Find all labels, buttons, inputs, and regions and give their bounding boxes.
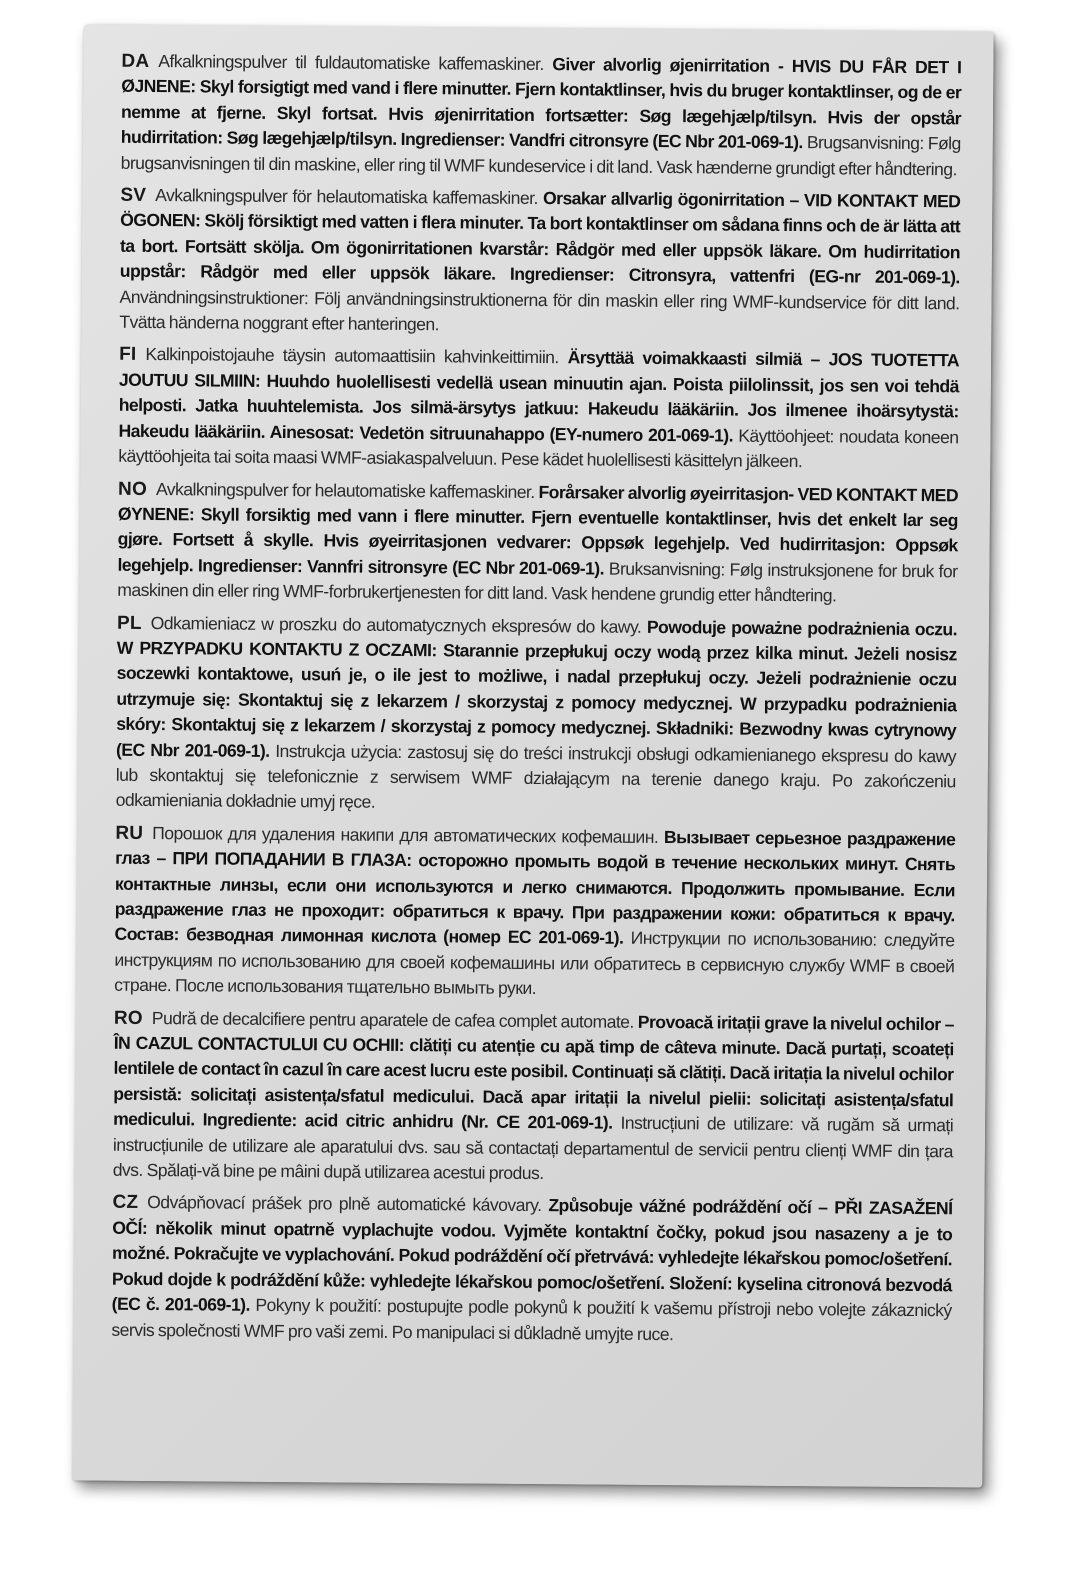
usage-instructions: Instrukcja użycia: zastosuj się do treści instrukcji obsługi odkamienianego ekspresu do kawy lub skontaktuj się telefonicznie z serwisem WMF działającym na terenie danego kraju. Po zakończeniu odkamieniania dokładnie umyj ręce. bbox=[115, 740, 957, 813]
product-description: Afkalkningspulver til fuldautomatiske kaffemaskiner. bbox=[158, 51, 544, 75]
hazard-warning: Вызывает серьезное раздражение глаз – ПРИ ПОПАДАНИИ В ГЛАЗА: осторожно промыть водой в течение нескольких минут. Снять контактные линзы, если они используются и легко снимаются. Продолжить промывание. Если раздражение глаз не проходит: обратиться к врачу. При раздражении кожи: обратиться к врачу. Состав: безводная лимонная кислота (номер ЕС 201-069-1). bbox=[114, 826, 956, 949]
product-description: Odkamieniacz w proszku do automatycznych ekspresów do kawy. bbox=[150, 612, 642, 637]
hazard-warning: Způsobuje vážné podráždění očí – PŘI ZASAŽENÍ OČÍ: několik minut opatrně vyplachujte vodou. Vyjměte kontaktní čočky, pokud jsou nasazeny a je to možné. Pokračujte ve vyplachování. Pokud podráždění očí přetrvává: vyhledejte lékařskou pomoc/ošetření. Pokud dojde k podráždění kůže: vyhledejte lékařskou pomoc/ošetření. Složení: kyselina citronová bezvodá (EC č. 201-069-1). bbox=[111, 1195, 953, 1315]
product-description: Kalkinpoistojauhe täysin automaattisiin kahvinkeittimiin. bbox=[145, 344, 559, 368]
usage-instructions: Instrucțiuni de utilizare: vă rugăm să urmați instrucțiunile de utilizare ale aparatului dvs. sau să contactați departamentul de servicii pentru clienți WMF din țara dvs. Spălați-vă bine pe mâini după utilizarea acestui produs. bbox=[112, 1112, 954, 1184]
hazard-warning: Giver alvorlig øjenirritation - HVIS DU FÅR DET I ØJNENE: Skyl forsigtigt med vand i flere minutter. Fjern kontaktlinser, hvis du bruger kontaktlinser, og de er nemme at fjerne. Skyl fortsat. Hvis øjenirritation fortsætter: Søg lægehjælp/tilsyn. Hvis der opstår hudirritation: Søg lægehjælp/tilsyn. Ingredienser: Vandfri citronsyre (EC Nbr 201-069-1). bbox=[120, 54, 962, 153]
usage-instructions: Brugsanvisning: Følg brugsanvisningen til din maskine, eller ring til WMF kundeservice i dit land. Vask hænderne grundigt efter håndtering. bbox=[120, 132, 961, 179]
usage-instructions: Pokyny k použití: postupujte podle pokynů k použití k vašemu přístroji nebo volejte zákaznický servis společnosti WMF pro vaši zemi. Po manipulaci si důkladně umyjte ruce. bbox=[111, 1294, 952, 1344]
section-pl bbox=[116, 610, 958, 820]
section-da bbox=[121, 49, 962, 183]
product-description: Pudră de decalcifiere pentru aparatele de cafea complet automate. bbox=[151, 1007, 634, 1032]
hazard-warning: Ärsyttää voimakkaasti silmiä – JOS TUOTETTA JOUTUU SILMIIN: Huuhdo huolellisesti vedellä usean minuutin ajan. Poista piilolinssit, jos sen voi tehdä helposti. Jatka huuhtelemista. Jos silmä-ärsytys jatkuu: Hakeudu lääkäriin. Jos ilmenee ihoärsytystä: Hakeudu lääkäriin. Ainesosat: Vedetön sitruunahappo (EY-numero 201-069-1). bbox=[118, 347, 960, 446]
usage-instructions: Bruksanvisning: Følg instruksjonene for bruk for maskinen din eller ring WMF-forbrukertjenesten for ditt land. Vask hendene grundig etter håndtering. bbox=[117, 558, 958, 606]
language-code: FI bbox=[119, 344, 137, 366]
language-code: DA bbox=[121, 50, 150, 72]
section-cz bbox=[111, 1190, 952, 1349]
hazard-warning: Provoacă iritații grave la nivelul ochilor – ÎN CAZUL CONTACTULUI CU OCHII: clătiți cu atenție cu apă timp de câteva minute. Dacă purtați, scoateți lentilele de contact în cazul în care acest lucru este posibil. Continuați să clătiți. Dacă iritația la nivelul ochilor persistă: solicitați asistența/sfatul medicului. Dacă apar iritații la nivelul pielii: solicitați asistența/sfatul medicului. Ingrediente: acid citric anhidru (Nr. CE 201-069-1). bbox=[113, 1011, 954, 1133]
section-ru bbox=[114, 821, 955, 1005]
product-label-card bbox=[72, 24, 993, 1487]
product-description: Avkalkningspulver for helautomatiske kaffemaskiner. bbox=[155, 478, 535, 502]
usage-instructions: Användningsinstruktioner: Följ användningsinstruktionerna för din maskin eller ring WMF-kundservice för ditt land. Tvätta händerna noggrant efter hanteringen. bbox=[119, 286, 960, 335]
section-ro bbox=[113, 1005, 954, 1189]
usage-instructions: Инструкции по использованию: следуйте инструкциям по использованию для своей кофемашины или обратитесь в сервисную службу WMF в своей стране. После использования тщательно вымыть руки. bbox=[114, 928, 955, 999]
language-code: CZ bbox=[112, 1192, 139, 1214]
hazard-warning: Powoduje poważne podrażnienia oczu. W PRZYPADKU KONTAKTU Z OCZAMI: Starannie przepłukuj oczy wodą przez kilka minut. Jeżeli nosisz soczewki kontaktowe, usuń je, o ile jest to możliwe, i nadal przepłukuj oczy. Jeżeli podrażnienie oczu utrzymuje się: Skontaktuj się z lekarzem / skorzystaj z pomocy medycznej. W przypadku podrażnienia skóry: Skontaktuj się z lekarzem / skorzystaj z pomocy medycznej. Składniki: Bezwodny kwas cytrynowy (EC Nbr 201-069-1). bbox=[115, 616, 958, 761]
language-code: SV bbox=[120, 184, 147, 206]
language-code: RO bbox=[113, 1007, 143, 1029]
hazard-warning: Forårsaker alvorlig øyeirritasjon- VED KONTAKT MED ØYNENE: Skyll forsiktig med vann i flere minutter. Fjern eventuelle kontaktlinser, hvis det enkelt lar seg gjøre. Fortsett å skylle. Hvis øyeirritasjonen vedvarer: Oppsøk legehjelp. Ved hudirritasjon: Oppsøk legehjelp. Ingredienser: Vannfri sitronsyre (EC Nbr 201-069-1). bbox=[117, 481, 959, 579]
hazard-warning: Orsakar allvarlig ögonirritation – VID KONTAKT MED ÖGONEN: Skölj försiktigt med vatten i flera minuter. Ta bort kontaktlinser om sådana finns och de är lätta att ta bort. Fortsätt skölja. Om ögonirritationen kvarstår: Rådgör med eller uppsök läkare. Om hudirritation uppstår: Rådgör med eller uppsök läkare. Ingredienser: Citronsyra, vattenfri (EG-nr 201-069-1). bbox=[119, 188, 961, 288]
section-no bbox=[117, 476, 958, 610]
language-code: RU bbox=[115, 822, 144, 844]
section-sv bbox=[119, 183, 960, 342]
product-description: Odvápňovací prášek pro plně automatické kávovary. bbox=[147, 1192, 542, 1216]
product-description: Порошок для удаления накипи для автоматических кофемашин. bbox=[152, 822, 659, 847]
section-fi bbox=[118, 342, 959, 476]
usage-instructions: Käyttöohjeet: noudata koneen käyttöohjeita tai soita maasi WMF-asiakaspalveluun. Pese kädet huolellisesti käsittelyn jälkeen. bbox=[118, 425, 959, 472]
language-code: NO bbox=[118, 478, 148, 500]
language-code: PL bbox=[116, 612, 142, 634]
product-description: Avkalkningspulver för helautomatiska kaffemaskiner. bbox=[155, 185, 538, 209]
